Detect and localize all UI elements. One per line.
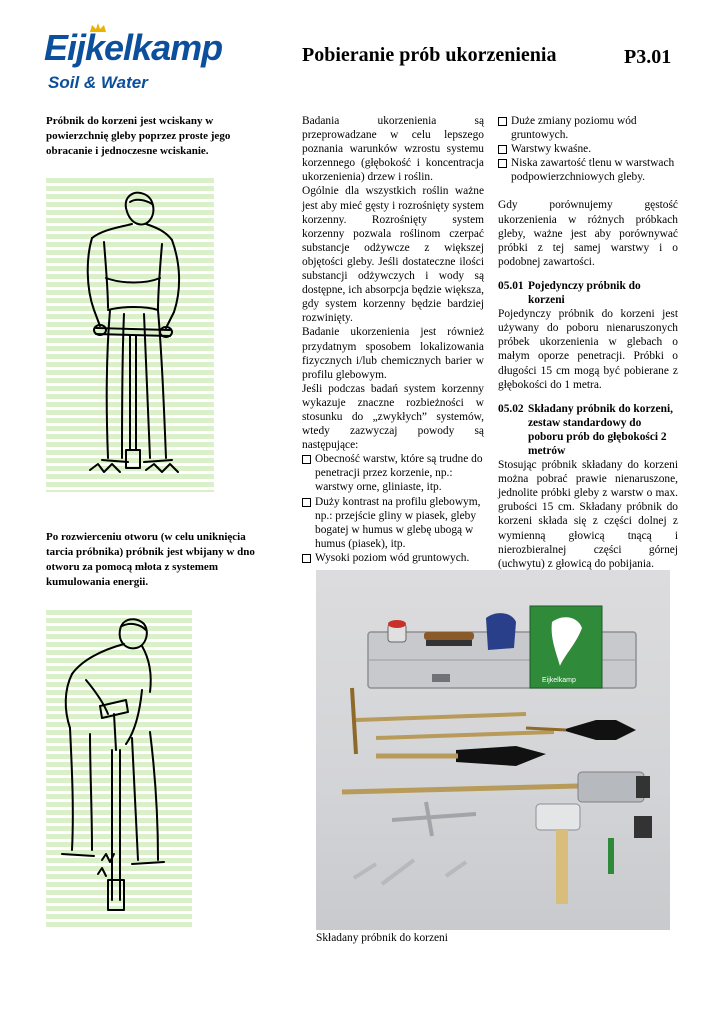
photo-caption: Składany próbnik do korzeni xyxy=(316,932,448,944)
checkbox-icon xyxy=(302,554,311,563)
intro-paragraph: Badania ukorzenienia są przeprowadzane w celu lepszego poznania warunków wzrostu systemu korzennego (głębokość i koncentracja ukorzenienia) drzew i roślin. xyxy=(302,115,484,184)
checkbox-list-item: Obecność warstw, które są trudne do penetracji przez korzenie, np.: warstwy orne, gliniaste, itp. xyxy=(302,452,484,494)
green-box-label: Eijkelkamp xyxy=(542,677,576,684)
section-heading-0501: 05.01 Pojedynczy próbnik do korzeni xyxy=(498,279,641,307)
illustration-pressing-sampler xyxy=(46,178,214,492)
hammer-head xyxy=(536,804,580,830)
middle-column-text xyxy=(302,114,484,565)
section-heading-0502: 05.02 Składany próbnik do korzeni, zestaw standardowy do poboru prób do głębokości 2 metrów xyxy=(498,402,673,457)
root-sampler-kit-photo xyxy=(316,570,670,930)
brand-logo: Eijkelkamp xyxy=(44,27,223,68)
hammer-handle xyxy=(556,830,568,904)
checkbox-list-item: Warstwy kwaśne. xyxy=(498,142,678,156)
section-text-0501: Pojedynczy próbnik do korzeni jest używany do poboru nienaruszonych próbek ukorzenienia w glebach o małym oporze penetracji. Próbki o długości 15 cm mogą być pobierane z głębokości do 1 metra. xyxy=(498,308,678,391)
illustration-hammering-sampler xyxy=(46,610,192,928)
section-text-0502: Stosując próbnik składany do korzeni można pobrać prawie nienaruszone, jednolite próbki gleby z warstw o max. grubości 15 cm. Składany próbnik do korzeni składa się z części dolnej z wymienną głowicą tnącą i nierozbieralnej części górnej (uchwytu) z głowicą do pobijania. xyxy=(498,459,678,570)
checkbox-icon xyxy=(498,145,507,154)
brand-tagline: Soil & Water xyxy=(48,73,148,92)
checkbox-list-item: Duży kontrast na profilu glebowym, np.: przejście gliny w piasek, gleby bogatej w humus w glebę ubogą w humus (piasek), itp. xyxy=(302,495,484,551)
page-title: Pobieranie prób ukorzenienia xyxy=(302,44,557,66)
checkbox-list-item: Duże zmiany poziomu wód gruntowych. xyxy=(498,114,678,142)
sampler-cylinder xyxy=(578,772,644,802)
product-photo xyxy=(316,570,670,930)
illustration-caption-2: Po rozwierceniu otworu (w celu uniknięcia tarcia próbnika) próbnik jest wbijany w dno otworu za pomocą młota z systemem kumulowania energii. xyxy=(46,531,255,588)
illustration-caption-1: Próbnik do korzeni jest wciskany w powierzchnię gleby poprzez proste jego obracanie i jednoczesne wciskanie. xyxy=(46,115,231,157)
reasons-intro-paragraph: Jeśli podczas badań system korzenny wykazuje znaczne rozbieżności w stosunku do „zwykłych” systemów, wtedy zazwyczaj powody są następujące: xyxy=(302,382,484,452)
checkbox-icon xyxy=(302,455,311,464)
document-code: P3.01 xyxy=(624,46,672,68)
checkbox-list-item: Niska zawartość tlenu w warstwach podpowierzchniowych gleby. xyxy=(498,156,678,184)
right-column-text xyxy=(498,114,678,571)
person-hammering-sampler-drawing xyxy=(46,610,192,928)
checkbox-list-item: Wysoki poziom wód gruntowych. xyxy=(302,551,484,565)
comparison-paragraph: Gdy porównujemy gęstość ukorzenienia w różnych próbkach gleby, ważne jest aby porównywać próbki z tej samej warstwy i o podobnej zawartości. xyxy=(498,199,678,268)
checkbox-icon xyxy=(302,498,311,507)
checkbox-icon xyxy=(498,159,507,168)
roots-importance-paragraph: Ogólnie dla wszystkich roślin ważne jest aby mieć gęsty i rozrośnięty system korzenny. Rozrośnięty system korzenny pozwala roślinom czerpać substancje odżywcze z większej objętości gleby. Jeśli dostateczne ilości substancji odżywczych i wody są dostępne, ich absorpcja będzie większa, gdy system korzenny będzie bardziej rozwinięty. xyxy=(302,185,484,325)
extension-rod xyxy=(356,714,526,720)
auger-head xyxy=(456,746,546,766)
checkbox-icon xyxy=(498,117,507,126)
person-pressing-sampler-drawing xyxy=(46,178,214,492)
barriers-paragraph: Badanie ukorzenienia jest również przydatnym sposobem lokalizowania fizycznych i/lub chemicznych barier w profilu glebowym. xyxy=(302,326,484,381)
